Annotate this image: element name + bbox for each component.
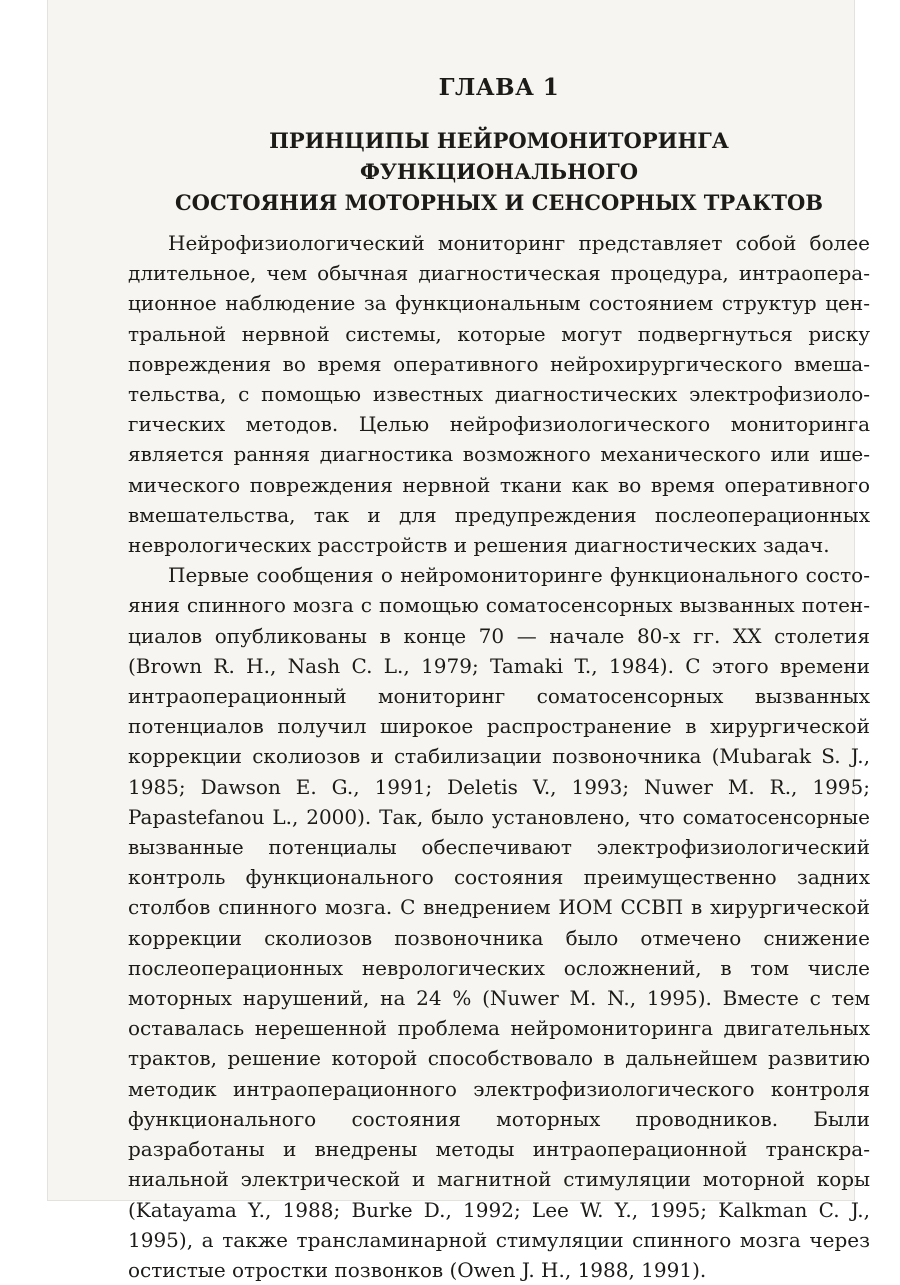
paragraph-2: Первые сообщения о нейромониторинге функционального состояния спинного мозга с помощью соматосенсорных вызванных потенциалов опубликованы в конце 70 — начале 80-х гг. XX столетия (Brown R. H., Nash C. L., 1979; Tamaki T., 1984). С этого времени интраоперационный мониторинг соматосенсорных вызванных потенциалов получил широкое распространение в хирургической коррекции сколиозов и стабилизации позвоночника (Mubarak S. J., 1985; Dawson E. G., 1991; Deletis V., 1993; Nuwer M. R., 1995; Papastefanou L., 2000). Так, было установлено, что соматосенсорные вызванные потенциалы обеспечивают электрофизиологический контроль функционального состояния преимущественно задних столбов спинного мозга. С внедрением ИОМ ССВП в хирургической коррекции сколиозов позвоночника было отмечено снижение послеоперационных неврологических осложнений, в том числе моторных нарушений, на 24 % (Nuwer M. N., 1995). Вместе с тем оставалась нерешенной проблема нейромониторинга двигательных трактов, решение которой способствовало в дальнейшем развитию методик интраоперационного электрофизиологического контроля функционального состояния моторных проводников. Были разработаны и внедрены методы интраоперационной транскраниальной электрической и магнитной стимуляции моторной коры (Katayama Y., 1988; Burke D., 1992; Lee W. Y., 1995; Kalkman C. J., 1995), а также трансламинарной стимуляции спинного мозга через остистые отростки позвонков (Owen J. H., 1988, 1991).: [128, 563, 870, 1282]
book-page: [48, 0, 870, 1282]
chapter-number: ГЛАВА 1: [438, 74, 560, 101]
chapter-title-line-2: СОСТОЯНИЯ МОТОРНЫХ И СЕНСОРНЫХ ТРАКТОВ: [174, 190, 824, 215]
paragraph-1: Нейрофизиологический мониторинг представляет собой более длительное, чем обычная диагностическая процедура, интраоперационное наблюдение за функциональным состоянием структур центральной нервной системы, которые могут подвергнуться риску повреждения во время оперативного нейрохирургического вмешательства, с помощью известных диагностических электрофизиологических методов. Целью нейрофизиологического мониторинга является ранняя диагностика возможного механического или ишемического повреждения нервной ткани как во время оперативного вмешательства, так и для предупреждения послеоперационных неврологических расстройств и решения диагностических задач.: [128, 231, 870, 558]
page-content: [128, 70, 870, 1285]
chapter-title-line-1: ПРИНЦИПЫ НЕЙРОМОНИТОРИНГА ФУНКЦИОНАЛЬНОГО: [269, 128, 729, 184]
chapter-title: [128, 125, 870, 218]
